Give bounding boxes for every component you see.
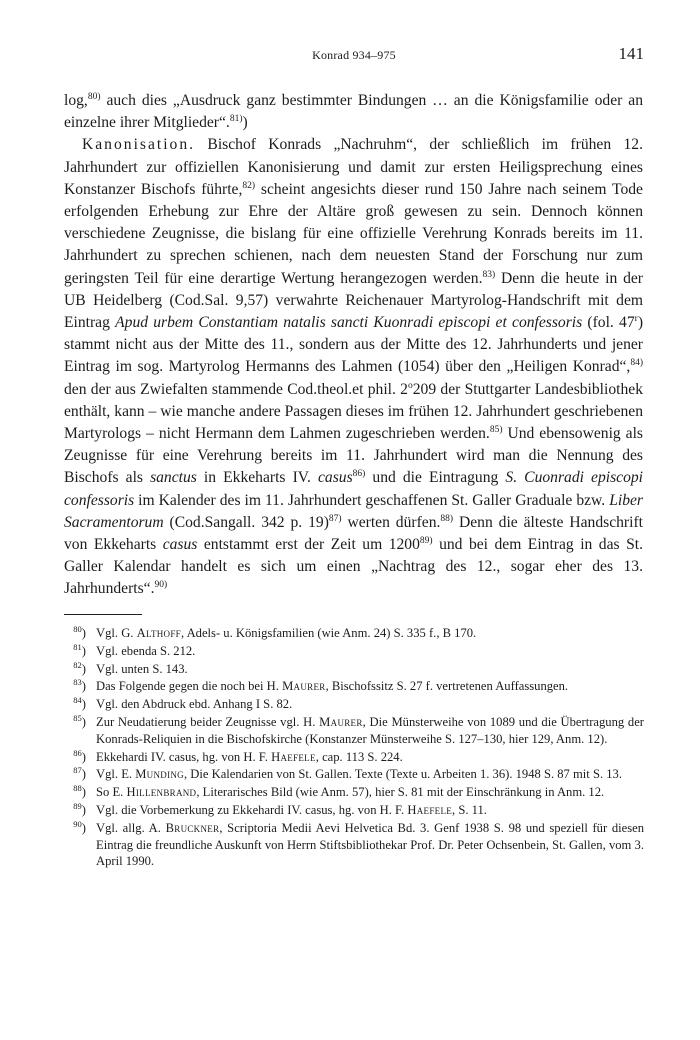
- text-run: log,: [64, 92, 88, 109]
- footnote-number: $^{87}$): [73, 765, 86, 782]
- author-name: Haefele: [271, 749, 316, 764]
- text-run: werten dürfen.: [341, 513, 441, 531]
- text-run: , Adels- u. Königsfamilien (wie Anm. 24) S. 335 f., B 170.: [180, 626, 477, 640]
- footnote-number: $^{84}$): [73, 695, 86, 712]
- text-run: , Scriptoria Medii Aevi Helvetica Bd. 3. Genf 1938 S. 98 und speziell für diesen Eintrag die freundliche Auskunft von Herrn Stiftsbibliothekar Prof. Dr. Peter Ochsenbein, St. Gallen, vom 3. April 1990.: [96, 820, 644, 869]
- footnote-text: [96, 784, 644, 801]
- author-name: Hillenbrand: [126, 785, 197, 800]
- footnote: [64, 749, 644, 766]
- footnote-ref: 87): [328, 513, 342, 524]
- text-run: Denn die heute in der UB Heidelberg (Cod.Sal. 9,57) verwahrte Reichenauer Martyrolog-Handschrift mit dem Eintrag: [64, 269, 643, 332]
- text-run: Vgl. die Vorbemerkung zu Ekkehardi IV. casus, hg. von H. F.: [96, 802, 408, 817]
- text-run: den der aus Zwiefalten stammende Cod.theol.et phil. 2: [64, 380, 408, 398]
- text-run: Vgl. den Abdruck ebd. Anhang I S. 82.: [96, 697, 293, 712]
- footnote: [64, 678, 644, 695]
- text-run: Vgl. ebenda S. 212.: [96, 643, 196, 658]
- footnote-ref: 90): [154, 580, 168, 591]
- footnote-ref: o: [407, 380, 413, 391]
- footnote-text: [96, 661, 644, 678]
- footnote-number: $^{89}$): [73, 800, 86, 817]
- footnote-text: [96, 625, 644, 642]
- italic-text: casus: [318, 469, 353, 487]
- text-run: Und ebensowenig als Zeugnisse für eine Verehrung bereits im 11. Jahrhundert wird man die Nennung des Bischofs als: [64, 425, 643, 487]
- text-run: Vgl. E.: [96, 767, 136, 782]
- footnote: [64, 820, 644, 870]
- footnote-number: $^{88}$): [73, 783, 86, 800]
- author-name: Haefele: [407, 802, 453, 817]
- footnote: [64, 625, 644, 642]
- author-name: Althoff: [136, 626, 181, 640]
- text-run: ): [242, 114, 248, 132]
- footnote-ref: 89): [419, 536, 433, 547]
- text-run: Ekkehardi IV. casus, hg. von H. F.: [96, 749, 272, 764]
- text-run: , cap. 113 S. 224.: [315, 749, 403, 764]
- footnote: [64, 714, 644, 748]
- text-run: , Die Kalendarien von St. Gallen. Texte (Texte u. Arbeiten 1. 36). 1948 S. 87 mit S. 13.: [183, 767, 622, 782]
- footnote-ref: 84): [630, 358, 643, 369]
- text-run: , Literarisches Bild (wie Anm. 57), hier S. 81 mit der Einschränkung in Anm. 12.: [196, 785, 605, 800]
- text-run: , Bischofssitz S. 27 f. vertretenen Auffassungen.: [325, 679, 569, 694]
- text-run: , Die Münsterweihe von 1089 und die Übertragung der Konrads-Reliquien in die Bischofskirche (Konstanzer Münsterweihe S. 127–130, hier 129, Anm. 12).: [96, 714, 644, 746]
- text-run: und die Eintragung: [365, 469, 506, 487]
- text-run: Denn die älteste Handschrift von Ekkeharts: [64, 513, 643, 554]
- footnote: [64, 784, 644, 801]
- footnote-number: $^{85}$): [73, 712, 86, 729]
- footnote-ref: 85): [489, 425, 503, 436]
- footnote: [64, 661, 644, 678]
- text-run: scheint angesichts dieser rund 150 Jahre nach seinem Tode erfolgenden Erhebung zur Ehre der Altäre groß gewesen zu sein. Dennoch können verschiedene Zeugnisse, die bislang für eine offizielle Verehrung Konrads bereits im 11. Jahrhundert zu sprechen schienen, nach dem neuesten Stand der Forschung nur zum geringsten Teil für eine derartige Wertung herangezogen werden.: [64, 180, 643, 287]
- footnote-text: [96, 643, 644, 660]
- italic-text: Liber Sacramentorum: [64, 491, 643, 531]
- footnote-text: [96, 678, 644, 695]
- footnote-ref: 86): [352, 469, 366, 480]
- footnote-ref: 82): [242, 180, 256, 191]
- text-run: im Kalender des im 11. Jahrhundert geschaffenen St. Galler Graduale bzw.: [134, 491, 610, 509]
- paragraph: [64, 134, 643, 600]
- footnote: [64, 696, 644, 713]
- text-run: Vgl. G.: [96, 626, 137, 640]
- footnotes: [64, 625, 644, 871]
- footnote-ref: r: [634, 314, 638, 325]
- footnote-number: $^{81}$): [73, 641, 86, 658]
- footnote-text: [96, 749, 644, 766]
- footnote-ref: 88): [440, 513, 454, 524]
- author-name: Munding: [135, 767, 184, 782]
- italic-text: sanctus: [150, 469, 197, 487]
- text-run: Vgl. unten S. 143.: [96, 661, 188, 676]
- footnote: [64, 766, 644, 783]
- footnote-ref: 83): [482, 269, 496, 280]
- text-run: ) stammt nicht aus der Mitte des 11., sondern aus der Mitte des 12. Jahrhunderts und jener Eintrag im sog. Martyrolog Hermanns des Lahmen (1054) über den „Heiligen Konrad“,: [64, 314, 644, 376]
- footnote-ref: 81): [229, 114, 243, 125]
- text-run: (Cod.Sangall. 342 p. 19): [163, 513, 329, 531]
- footnote: [64, 802, 644, 819]
- text-run: So E.: [96, 785, 127, 800]
- footnote-number: $^{90}$): [73, 818, 86, 835]
- page-header: [64, 44, 644, 70]
- footnote-text: [96, 714, 644, 748]
- author-name: Maurer: [282, 679, 326, 694]
- section-heading: Kanonisation.: [82, 136, 196, 154]
- text-run: Bischof Konrads „Nachruhm“, der schließlich im frühen 12. Jahrhundert zur offiziellen Kanonisierung und damit zur ersten Heiligsprechung eines Konstanzer Bischofs führte,: [64, 136, 643, 198]
- footnote-text: [96, 696, 644, 713]
- text-run: in Ekkeharts IV.: [196, 469, 318, 487]
- running-title: Konrad 934–975: [312, 48, 396, 62]
- text-run: Das Folgende gegen die noch bei H.: [96, 679, 283, 694]
- text-run: , S. 11.: [452, 802, 487, 817]
- italic-text: casus: [162, 536, 198, 554]
- author-name: Maurer: [319, 714, 363, 729]
- footnote-separator: [64, 614, 142, 615]
- text-run: entstammt erst der Zeit um 1200: [197, 536, 420, 554]
- text-run: und bei dem Eintrag in das St. Galler Kalendar handelt es sich um einen „Nachtrag des 12., sogar eher des 13. Jahrhunderts“.: [64, 536, 643, 598]
- footnote-text: [96, 820, 644, 870]
- footnote-ref: 80): [87, 92, 101, 102]
- paragraph: [64, 90, 643, 134]
- text-run: Vgl. allg. A.: [96, 820, 166, 835]
- text-run: 209 der Stuttgarter Landesbibliothek enthält, kann – wie manche andere Passagen dieses im frühen 12. Jahrhundert geschriebenen Martyrologs – nicht Hermann dem Lahmen zugeschrieben werden.: [64, 380, 643, 443]
- main-text: [64, 90, 643, 601]
- footnote-text: [96, 766, 644, 783]
- text-run: auch dies „Ausdruck ganz bestimmter Bindungen … an die Königsfamilie oder an einzelne ihrer Mitglieder“.: [64, 92, 643, 132]
- text-run: Zur Neudatierung beider Zeugnisse vgl. H.: [96, 714, 320, 729]
- footnote-number: $^{86}$): [73, 747, 86, 764]
- footnote-number: $^{82}$): [73, 659, 86, 676]
- italic-text: S. Cuonradi episcopi confessoris: [64, 469, 644, 509]
- italic-text: Apud urbem Constantiam natalis sancti Kuonradi episcopi et confessoris: [115, 314, 583, 332]
- page-number: 141: [618, 44, 644, 63]
- text-run: (fol. 47: [582, 314, 635, 332]
- footnote-text: [96, 802, 644, 819]
- author-name: Bruckner: [165, 820, 220, 835]
- footnote: [64, 643, 644, 660]
- footnote-number: $^{80}$): [73, 624, 86, 640]
- footnote-number: $^{83}$): [73, 677, 86, 694]
